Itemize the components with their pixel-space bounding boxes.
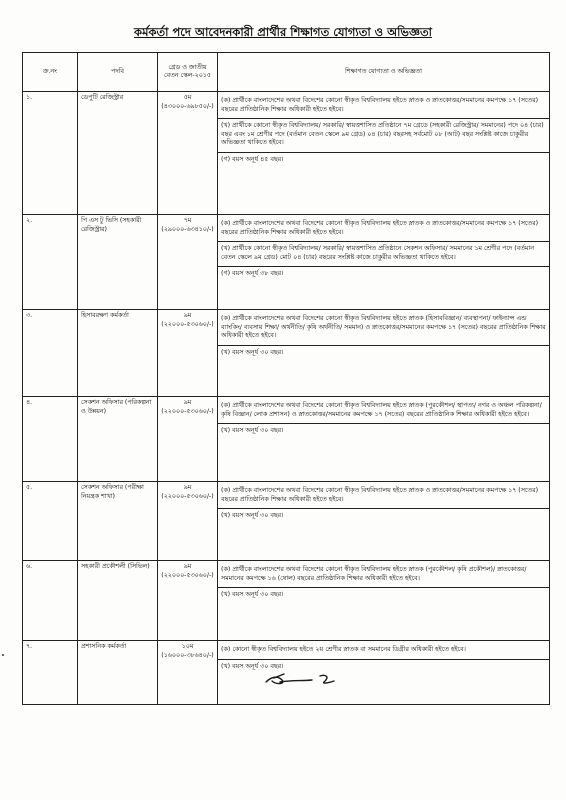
table-header-row	[23, 53, 550, 92]
row-grade: ৭ম	[183, 217, 192, 224]
row-post: প্রশাসনিক কর্মকর্তা	[78, 641, 158, 705]
row-qualification	[218, 92, 550, 215]
table-row	[23, 215, 550, 310]
qualification-item: (ক) প্রার্থীকে বাংলাদেশের অথবা বিদেশের কোনো স্বীকৃত বিশ্ববিদ্যালয় হইতে স্নাতক (পুরকৌশল/ স্থাপত্য/ নগর ও অঞ্চল পরিকল্পনা/ কৃষি বিজ্ঞান/ লোক প্রশাসন) ও স্নাতকোত্তর/সমমানের কমপক্ষে ১৭ (সতের) বছরের প্রাতিষ্ঠানিক শিক্ষার অধিকারী হইতে হইবে।	[218, 399, 549, 424]
row-grade-cell	[158, 92, 218, 215]
row-grade-cell	[158, 482, 218, 561]
row-qualification	[218, 397, 550, 482]
qualification-item: (ক) প্রার্থীকে বাংলাদেশের অথবা বিদেশের কোনো স্বীকৃত বিশ্ববিদ্যালয় হইতে স্নাতক (পুরকৌশল/ কৃষি প্রকৌশল)/ স্নাতকোত্তর/ সমমানের কমপক্ষে ১৬ (ষোল) বছরের প্রাতিষ্ঠানিক শিক্ষার অধিকারী হইতে হইবে।	[218, 563, 549, 588]
signature	[262, 668, 338, 690]
qualification-item: (ক) প্রার্থীকে বাংলাদেশের অথবা বিদেশের কোনো স্বীকৃত বিশ্ববিদ্যালয় হইতে স্নাতক ও স্নাতকোত্তর/সমমানের কমপক্ষে ১৭ (সতের) বছরের প্রাতিষ্ঠানিক শিক্ষার অধিকারী হইতে হইবে।	[218, 484, 549, 509]
row-post: হিসাবরক্ষণ কর্মকর্তা	[78, 310, 158, 397]
qualification-item: (খ) প্রার্থীকে কোনো স্বীকৃত বিশ্ববিদ্যালয়/ সরকারি/ স্বায়ত্তশাসিত প্রতিষ্ঠানে ৭ম গ্রেডে (সহকারী রেজিস্ট্রার/ সমমানের) পদে ০৪ (চার) বছর এবং ১ম শ্রেণীর পদে (বর্তমান বেতন স্কেলে ৯ম গ্রেড) ০৪ (চার) বছরসহ সর্বমোট ০৮ (আট) বছর সংশ্লিষ্ট কাজে চাকুরীর অভিজ্ঞতা থাকিতে হইবে।	[218, 119, 549, 153]
header-grade: গ্রেড ও জাতীয় বেতন স্কেল-২০১৫	[158, 53, 218, 92]
row-grade: ৯ম	[183, 563, 192, 570]
row-serial: ৭.	[23, 641, 78, 705]
row-grade-cell	[158, 397, 218, 482]
table-row	[23, 482, 550, 561]
row-post: সেকশন অফিসার (পরীক্ষা নিয়ন্ত্রক শাখা)	[78, 482, 158, 561]
table-row	[23, 561, 550, 641]
row-qualification	[218, 215, 550, 310]
row-pay-scale: (২২০০০-৫৩০৬০/-)	[161, 407, 214, 415]
row-post: সহকারী প্রকৌশলী (সিভিল)	[78, 561, 158, 641]
row-grade: ৯ম	[183, 484, 192, 491]
row-grade-cell	[158, 310, 218, 397]
qualification-item: (খ) বয়স অনূর্ধ ৩০ বছর।	[221, 591, 284, 598]
row-serial: ১.	[23, 92, 78, 215]
qualification-item: (গ) বয়স অনূর্ধ ৪৫ বছর।	[221, 155, 284, 163]
row-pay-scale: (২৯০০০-৬৩৪১০/-)	[161, 225, 214, 233]
qualification-item: (ক) প্রার্থীকে বাংলাদেশের অথবা বিদেশের কোনো স্বীকৃত বিশ্ববিদ্যালয় হইতে স্নাতক ও স্নাতকোত্তর/সমমানের কমপক্ষে ১৭ (সতের) বছরের প্রাতিষ্ঠানিক শিক্ষার অধিকারী হইতে হইবে।	[218, 217, 549, 242]
row-qualification	[218, 482, 550, 561]
row-serial: ৩.	[23, 310, 78, 397]
row-grade: ৫ম	[183, 94, 192, 101]
qualifications-table	[22, 52, 550, 705]
qualification-item: (ক) কোনো স্বীকৃত বিশ্ববিদ্যালয় হইতে ২য় শ্রেণীর স্নাতক বা সমমানের ডিগ্রীর অধিকারী হইতে হইবে।	[218, 643, 549, 660]
table-body	[23, 92, 550, 705]
row-pay-scale: (২২০০০-৫৩০৬০/-)	[161, 320, 214, 328]
qualification-item: (ক) প্রার্থীকে বাংলাদেশের অথবা বিদেশের কোনো স্বীকৃত বিশ্ববিদ্যালয় হইতে স্নাতক ও স্নাতকোত্তর/সমমানের কমপক্ষে ১৭ (সতের) বছরের প্রাতিষ্ঠানিক শিক্ষার অধিকারী হইতে হইবে।	[218, 94, 549, 119]
header-post: পদবি	[78, 53, 158, 92]
row-pay-scale: (৪৩০০০-৬৯৮৫০/-)	[161, 102, 214, 110]
row-grade: ১০ম	[181, 643, 194, 650]
header-qualification: শিক্ষাগত যোগ্যতা ও অভিজ্ঞতা	[218, 53, 550, 92]
row-qualification	[218, 310, 550, 397]
scan-speck	[2, 654, 4, 656]
row-pay-scale: (২২০০০-৫৩০৬০/-)	[161, 492, 214, 500]
qualification-item: (খ) বয়স অনূর্ধ ৩০ বছর।	[221, 512, 284, 519]
qualification-item: (খ) বয়স অনূর্ধ ৩০ বছর।	[221, 427, 284, 434]
row-pay-scale: (২২০০০-৫৩০৬০/-)	[161, 571, 214, 579]
row-grade-cell	[158, 641, 218, 705]
row-serial: ৬.	[23, 561, 78, 641]
row-serial: ২.	[23, 215, 78, 310]
page-title: কর্মকর্তা পদে আবেদনকারী প্রার্থীর শিক্ষাগত যোগ্যতা ও অভিজ্ঞতা	[134, 25, 432, 39]
qualification-item: (গ) বয়স অনূর্ধ ৩৮ বছর।	[221, 270, 284, 277]
row-grade-cell	[158, 215, 218, 310]
row-post: সেকশন অফিসার (পরিকল্পনা ও উন্নয়ন)	[78, 397, 158, 482]
row-grade: ৯ম	[183, 399, 192, 406]
row-post: পি এস টু ভিসি (সহকারী রেজিস্ট্রার)	[78, 215, 158, 310]
table-row	[23, 310, 550, 397]
row-serial: ৫.	[23, 482, 78, 561]
row-post: ডেপুটি রেজিস্ট্রার	[78, 92, 158, 215]
row-grade-cell	[158, 561, 218, 641]
qualification-item: (খ) প্রার্থীকে কোনো স্বীকৃত বিশ্ববিদ্যালয়/ সরকারি/ স্বায়ত্তশাসিত প্রতিষ্ঠানে সেকশন অফিসার/ সমমানের ১ম শ্রেণীর পদে (বর্তমান বেতন স্কেলে ৯ম গ্রেড) মোট ০৪ (চার) বছরের সংশ্লিষ্ট কাজে চাকুরীর অভিজ্ঞতা থাকিতে হইবে।	[218, 242, 549, 267]
qualification-item: (ক) প্রার্থীকে বাংলাদেশের অথবা বিদেশের কোনো স্বীকৃত বিশ্ববিদ্যালয় হইতে স্নাতক (হিসাববিজ্ঞান/ ব্যবস্থাপনা/ ফাইন্যান্স এন্ড ব্যাংকিং/ ব্যবসায় শিক্ষা/ অর্থনীতি/ কৃষি অর্থনীতি/ সমমান) ও স্নাতকোত্তর/সমমানের কমপক্ষে ১৭ (সতের) বছরের প্রাতিষ্ঠানিক শিক্ষার অধিকারী হইতে হইবে।	[218, 312, 549, 346]
header-serial: ক্র.নং	[23, 53, 78, 92]
qualification-item: (খ) বয়স অনূর্ধ ৩০ বছর।	[221, 662, 284, 670]
row-serial: ৪.	[23, 397, 78, 482]
table-row	[23, 397, 550, 482]
table-row	[23, 92, 550, 215]
row-qualification	[218, 561, 550, 641]
row-pay-scale: (১৬০০০-৩৮৬৪০/-)	[161, 651, 214, 659]
qualification-item: (খ) বয়স অনূর্ধ ৩০ বছর।	[221, 348, 284, 356]
row-grade: ৯ম	[183, 312, 192, 319]
